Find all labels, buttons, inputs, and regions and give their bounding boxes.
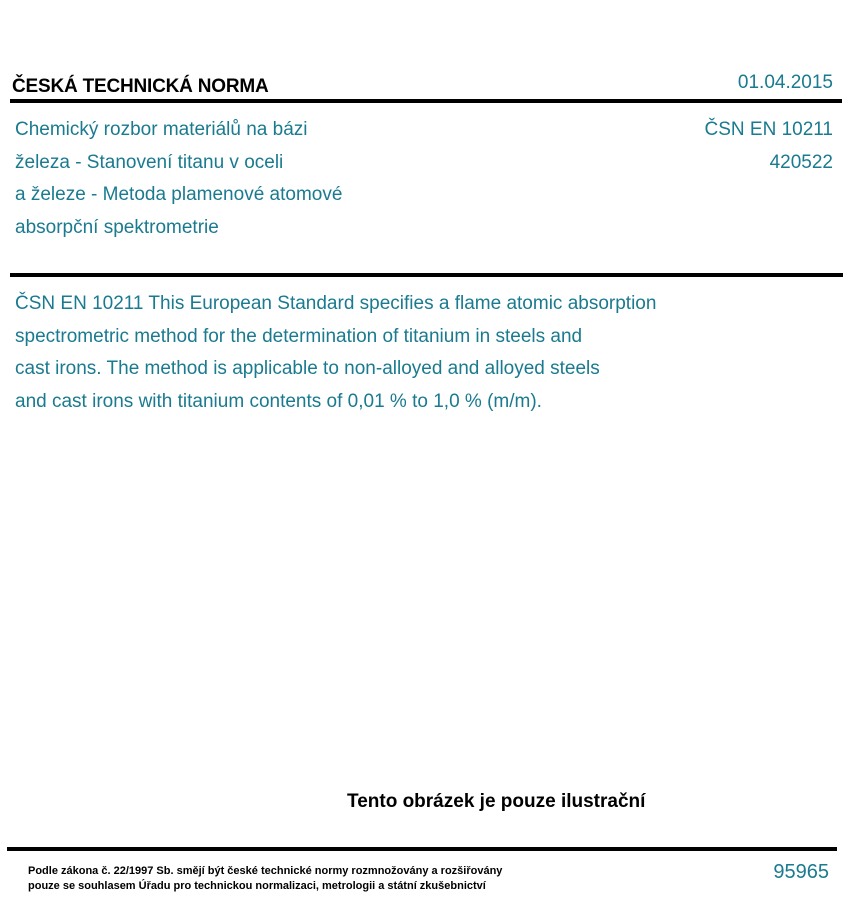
section-divider xyxy=(10,273,843,277)
publication-date: 01.04.2015 xyxy=(737,72,833,93)
footer-divider xyxy=(7,847,837,851)
title-line: absorpční spektrometrie xyxy=(15,216,219,238)
class-code: 420522 xyxy=(769,151,833,173)
legal-notice xyxy=(28,864,502,894)
title-line: Chemický rozbor materiálů na bázi xyxy=(15,119,308,140)
description-line: ČSN EN 10211 This European Standard specifies a flame atomic absorption xyxy=(15,293,657,314)
title-line: a železe - Metoda plamenové atomové xyxy=(15,184,343,205)
description-line: and cast irons with titanium contents of 0,01 % to 1,0 % (m/m). xyxy=(15,390,542,412)
legal-line: pouze se souhlasem Úřadu pro technickou normalizaci, metrologii a státní zkušebnictví xyxy=(28,880,486,892)
description-line: cast irons. The method is applicable to non-alloyed and alloyed steels xyxy=(15,358,600,379)
standard-identifiers xyxy=(705,114,834,179)
description-line: spectrometric method for the determination of titanium in steels and xyxy=(15,325,583,347)
catalog-number: 95965 xyxy=(773,861,829,883)
standard-description xyxy=(15,288,775,418)
standard-number: ČSN EN 10211 xyxy=(704,119,833,140)
document-type-title: ČESKÁ TECHNICKÁ NORMA xyxy=(12,76,269,97)
title-line: železa - Stanovení titanu v oceli xyxy=(15,151,284,173)
illustration-note: Tento obrázek je pouze ilustrační xyxy=(347,791,646,812)
standard-title xyxy=(15,114,435,244)
header-divider xyxy=(10,99,842,103)
legal-line: Podle zákona č. 22/1997 Sb. smějí být české technické normy rozmnožovány a rozšiřovány xyxy=(28,865,503,877)
